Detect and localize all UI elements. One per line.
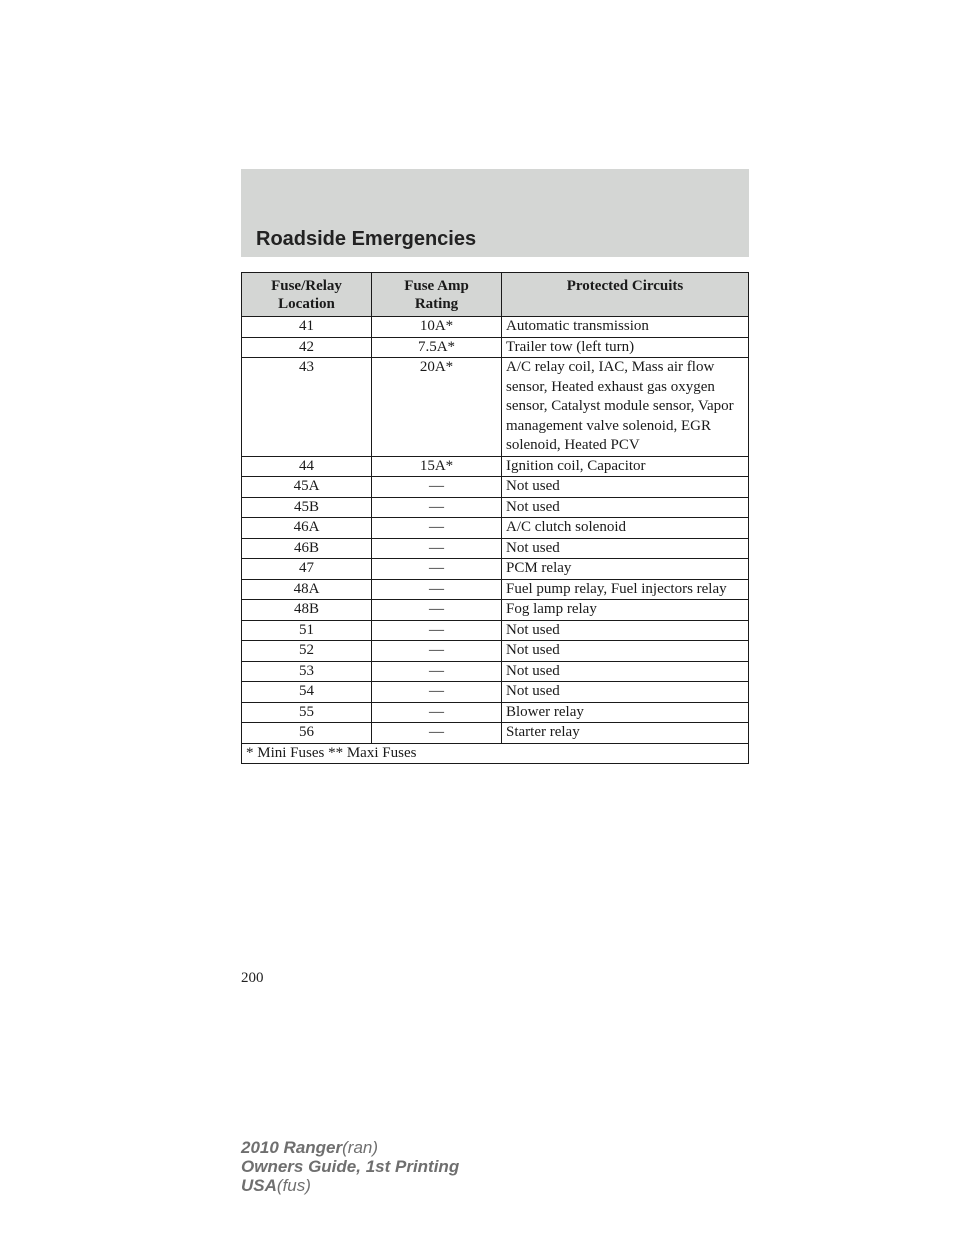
cell-location: 41 xyxy=(242,317,372,338)
header-fuse-amp-rating xyxy=(372,273,502,317)
cell-location: 48B xyxy=(242,600,372,621)
header-location-line2: Location xyxy=(278,296,335,312)
footer-model-code: (ran) xyxy=(342,1138,379,1157)
header-fuse-relay-location xyxy=(242,273,372,317)
table-row xyxy=(242,600,749,621)
cell-amp-rating: 20A* xyxy=(372,358,502,457)
table-row xyxy=(242,579,749,600)
cell-protected-circuits: Not used xyxy=(502,641,749,662)
table-row xyxy=(242,456,749,477)
cell-location: 42 xyxy=(242,337,372,358)
cell-protected-circuits: Blower relay xyxy=(502,702,749,723)
page-number: 200 xyxy=(241,970,264,986)
table-row xyxy=(242,538,749,559)
footer-market: USA xyxy=(241,1176,277,1195)
cell-protected-circuits: Not used xyxy=(502,661,749,682)
header-protected-circuits: Protected Circuits xyxy=(502,273,749,317)
table-row xyxy=(242,337,749,358)
table-row xyxy=(242,723,749,744)
cell-location: 44 xyxy=(242,456,372,477)
fuse-relay-table xyxy=(241,272,749,764)
table-row xyxy=(242,682,749,703)
section-title: Roadside Emergencies xyxy=(256,228,477,250)
cell-protected-circuits: Not used xyxy=(502,477,749,498)
footer-market-code: (fus) xyxy=(276,1176,311,1195)
cell-location: 45A xyxy=(242,477,372,498)
cell-amp-rating: — xyxy=(372,538,502,559)
table-footnote-row xyxy=(242,743,749,764)
cell-amp-rating: — xyxy=(372,702,502,723)
footer-line-market xyxy=(241,1176,459,1195)
cell-amp-rating: 10A* xyxy=(372,317,502,338)
cell-amp-rating: — xyxy=(372,477,502,498)
cell-location: 54 xyxy=(242,682,372,703)
cell-protected-circuits: A/C relay coil, IAC, Mass air flow sensor, Heated exhaust gas oxygen sensor, Catalyst module sensor, Vapor management valve solenoid, EGR solenoid, Heated PCV xyxy=(502,358,749,457)
cell-location: 48A xyxy=(242,579,372,600)
table-row xyxy=(242,620,749,641)
cell-protected-circuits: Automatic transmission xyxy=(502,317,749,338)
cell-protected-circuits: Not used xyxy=(502,620,749,641)
cell-protected-circuits: PCM relay xyxy=(502,559,749,580)
cell-protected-circuits: Trailer tow (left turn) xyxy=(502,337,749,358)
footer-guide: Owners Guide, 1st Printing xyxy=(241,1157,460,1176)
cell-protected-circuits: Not used xyxy=(502,538,749,559)
table-footnote: * Mini Fuses ** Maxi Fuses xyxy=(242,743,749,764)
cell-amp-rating: 15A* xyxy=(372,456,502,477)
cell-amp-rating: — xyxy=(372,620,502,641)
table-header-row xyxy=(242,273,749,317)
cell-protected-circuits: Not used xyxy=(502,497,749,518)
cell-amp-rating: — xyxy=(372,559,502,580)
cell-location: 55 xyxy=(242,702,372,723)
footer-model: 2010 Ranger xyxy=(241,1138,343,1157)
cell-protected-circuits: A/C clutch solenoid xyxy=(502,518,749,539)
cell-amp-rating: — xyxy=(372,579,502,600)
cell-location: 45B xyxy=(242,497,372,518)
cell-amp-rating: — xyxy=(372,661,502,682)
cell-location: 46B xyxy=(242,538,372,559)
cell-protected-circuits: Fog lamp relay xyxy=(502,600,749,621)
table-row xyxy=(242,477,749,498)
table-row xyxy=(242,559,749,580)
cell-amp-rating: — xyxy=(372,497,502,518)
header-location-line1: Fuse/Relay xyxy=(271,278,342,294)
cell-amp-rating: — xyxy=(372,600,502,621)
footer-line-model xyxy=(241,1138,459,1157)
cell-amp-rating: — xyxy=(372,641,502,662)
cell-location: 56 xyxy=(242,723,372,744)
table-row xyxy=(242,317,749,338)
table-row xyxy=(242,497,749,518)
cell-protected-circuits: Not used xyxy=(502,682,749,703)
table-row xyxy=(242,358,749,457)
cell-protected-circuits: Ignition coil, Capacitor xyxy=(502,456,749,477)
cell-amp-rating: — xyxy=(372,518,502,539)
table-row xyxy=(242,518,749,539)
header-amp-line2: Rating xyxy=(414,296,459,312)
cell-location: 52 xyxy=(242,641,372,662)
cell-amp-rating: — xyxy=(372,682,502,703)
document-footer xyxy=(241,1138,459,1195)
table-row xyxy=(242,702,749,723)
cell-location: 53 xyxy=(242,661,372,682)
cell-amp-rating: — xyxy=(372,723,502,744)
footer-line-guide xyxy=(241,1157,459,1176)
cell-location: 46A xyxy=(242,518,372,539)
cell-location: 47 xyxy=(242,559,372,580)
cell-amp-rating: 7.5A* xyxy=(372,337,502,358)
table-row xyxy=(242,661,749,682)
header-amp-line1: Fuse Amp xyxy=(404,278,469,294)
cell-protected-circuits: Starter relay xyxy=(502,723,749,744)
table-row xyxy=(242,641,749,662)
cell-location: 51 xyxy=(242,620,372,641)
cell-location: 43 xyxy=(242,358,372,457)
cell-protected-circuits: Fuel pump relay, Fuel injectors relay xyxy=(502,579,749,600)
